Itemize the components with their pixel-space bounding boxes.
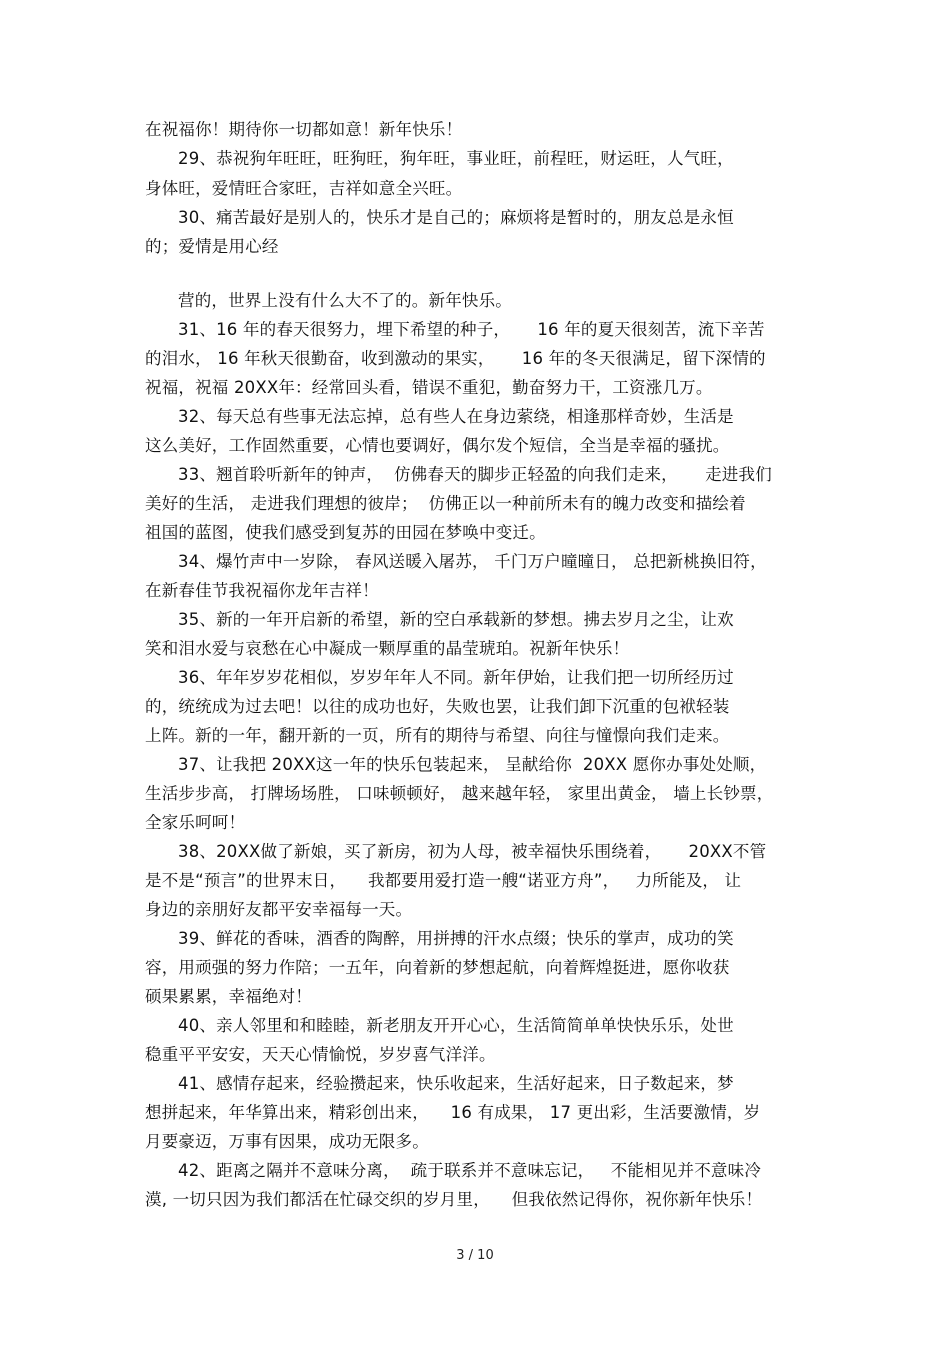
text-line: 在祝福你！期待你一切都如意！新年快乐！ bbox=[145, 120, 463, 139]
text-line: 35、新的一年开启新的希望，新的空白承载新的梦想。拂去岁月之尘，让欢 bbox=[178, 610, 734, 629]
text-line: 31、16 年的春天很努力，埋下希望的种子， 16 年的夏天很刻苦，流下辛苦 bbox=[178, 320, 765, 339]
text-line: 全家乐呵呵！ bbox=[145, 813, 246, 832]
text-line: 29、恭祝狗年旺旺，旺狗旺，狗年旺，事业旺，前程旺，财运旺，人气旺， bbox=[178, 149, 734, 168]
text-line: 月要豪迈，万事有因果，成功无限多。 bbox=[145, 1132, 429, 1151]
text-line: 在新春佳节我祝福你龙年吉祥！ bbox=[145, 581, 379, 600]
text-line: 漠, 一切只因为我们都活在忙碌交织的岁月里， 但我依然记得你，祝你新年快乐！ bbox=[145, 1190, 763, 1209]
text-line: 上阵。新的一年，翻开新的一页，所有的期待与希望、向往与憧憬向我们走来。 bbox=[145, 726, 730, 745]
text-line: 的，统统成为过去吧！以往的成功也好，失败也罢，让我们卸下沉重的包袱轻装 bbox=[145, 697, 730, 716]
text-line: 38、20XX做了新娘，买了新房，初为人母，被幸福快乐围绕着， 20XX不管 bbox=[178, 842, 767, 861]
text-line: 笑和泪水爱与哀愁在心中凝成一颗厚重的晶莹琥珀。祝新年快乐！ bbox=[145, 639, 630, 658]
text-line: 稳重平平安安，天天心情愉悦，岁岁喜气洋洋。 bbox=[145, 1045, 496, 1064]
text-line: 祝福，祝福 20XX年：经常回头看，错误不重犯，勤奋努力干，工资涨几万。 bbox=[145, 378, 713, 397]
text-line: 容，用顽强的努力作陪；一五年，向着新的梦想起航，向着辉煌挺进，愿你收获 bbox=[145, 958, 730, 977]
text-line: 30、痛苦最好是别人的，快乐才是自己的；麻烦将是暂时的，朋友总是永恒 bbox=[178, 208, 734, 227]
text-line: 身边的亲朋好友都平安幸福每一天。 bbox=[145, 900, 413, 919]
text-line: 36、年年岁岁花相似，岁岁年年人不同。新年伊始，让我们把一切所经历过 bbox=[178, 668, 734, 687]
text-line: 这么美好，工作固然重要，心情也要调好，偶尔发个短信，全当是幸福的骚扰。 bbox=[145, 436, 730, 455]
text-line: 的；爱情是用心经 bbox=[145, 237, 279, 256]
text-line: 是不是“预言”的世界末日， 我都要用爱打造一艘“诺亚方舟”， 力所能及， 让 bbox=[145, 871, 742, 890]
text-line: 42、距离之隔并不意味分离， 疏于联系并不意味忘记， 不能相见并不意味冷 bbox=[178, 1161, 762, 1180]
text-line: 身体旺，爱情旺合家旺，吉祥如意全兴旺。 bbox=[145, 179, 463, 198]
text-line: 生活步步高， 打牌场场胜， 口味顿顿好， 越来越年轻， 家里出黄金， 墙上长钞票， bbox=[145, 784, 774, 803]
text-line: 想拼起来，年华算出来，精彩创出来， 16 有成果， 17 更出彩，生活要激情，岁 bbox=[145, 1103, 761, 1122]
text-line: 祖国的蓝图，使我们感受到复苏的田园在梦唤中变迁。 bbox=[145, 523, 546, 542]
text-line: 37、让我把 20XX这一年的快乐包装起来， 呈献给你 20XX 愿你办事处处顺， bbox=[178, 755, 767, 774]
text-line: 34、爆竹声中一岁除， 春风送暖入屠苏， 千门万户曈曈日， 总把新桃换旧符， bbox=[178, 552, 767, 571]
text-line: 美好的生活， 走进我们理想的彼岸； 仿佛正以一种前所未有的魄力改变和描绘着 bbox=[145, 494, 746, 513]
text-line: 硕果累累，幸福绝对！ bbox=[145, 987, 312, 1006]
text-line: 39、鲜花的香味，酒香的陶醉，用拼搏的汗水点缀；快乐的掌声，成功的笑 bbox=[178, 929, 734, 948]
text-line: 32、每天总有些事无法忘掉，总有些人在身边萦绕，相逢那样奇妙，生活是 bbox=[178, 407, 734, 426]
page-number: 3 / 10 bbox=[456, 1248, 494, 1263]
text-line: 营的，世界上没有什么大不了的。新年快乐。 bbox=[178, 291, 512, 310]
text-line: 33、翘首聆听新年的钟声， 仿佛春天的脚步正轻盈的向我们走来， 走进我们 bbox=[178, 465, 772, 484]
text-line: 的泪水， 16 年秋天很勤奋，收到激动的果实， 16 年的冬天很满足，留下深情的 bbox=[145, 349, 766, 368]
text-line: 40、亲人邻里和和睦睦，新老朋友开开心心，生活简简单单快快乐乐，处世 bbox=[178, 1016, 734, 1035]
text-line: 41、感情存起来，经验攒起来，快乐收起来，生活好起来，日子数起来，梦 bbox=[178, 1074, 734, 1093]
